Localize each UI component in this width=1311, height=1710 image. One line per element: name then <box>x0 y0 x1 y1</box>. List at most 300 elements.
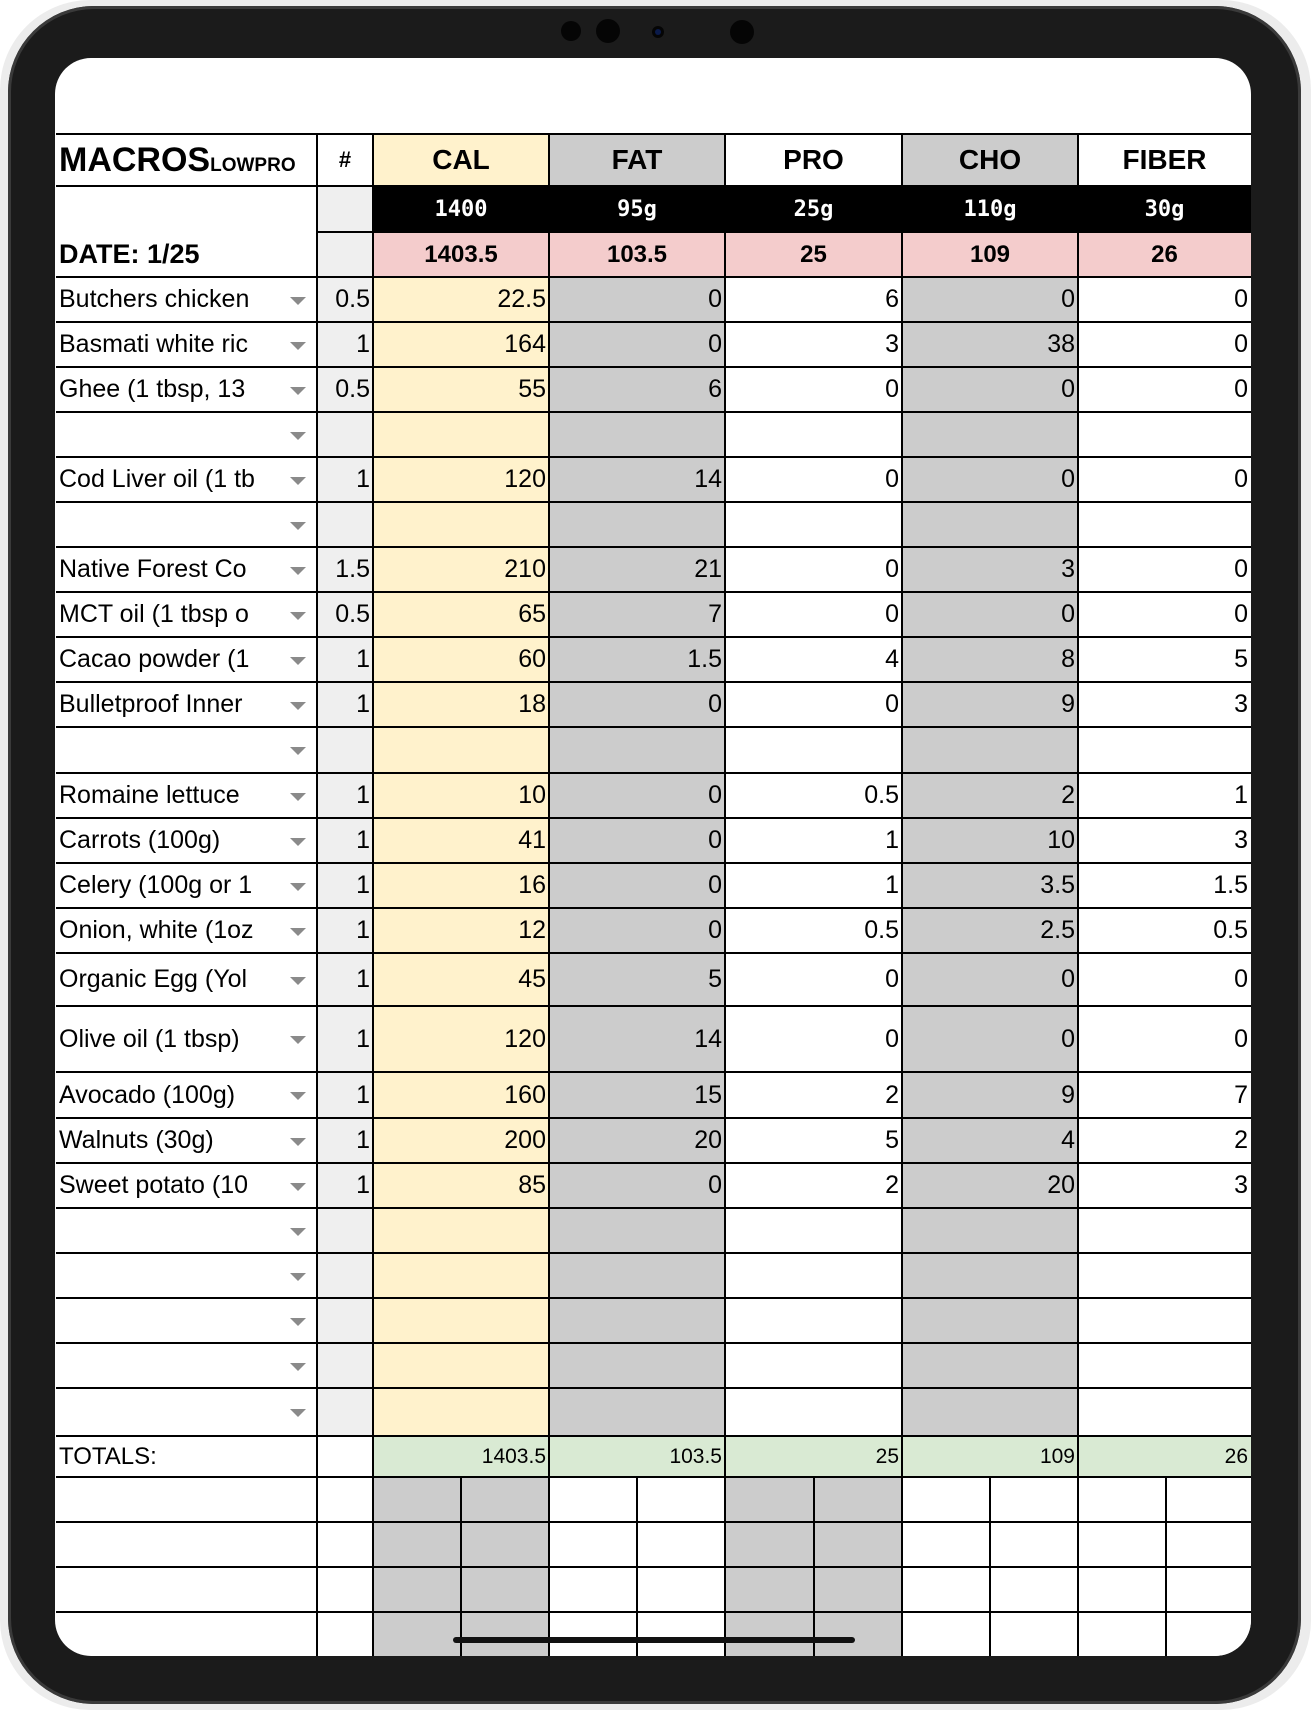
cho-cell[interactable]: 0 <box>902 592 1078 637</box>
blank-cell[interactable] <box>56 1477 317 1522</box>
cal-cell[interactable]: 60 <box>373 637 549 682</box>
cal-cell[interactable] <box>373 1298 549 1343</box>
home-indicator[interactable] <box>453 1637 855 1643</box>
food-select[interactable]: Celery (100g or 1 <box>59 871 253 899</box>
blank-cell[interactable] <box>637 1477 725 1522</box>
cal-cell[interactable]: 200 <box>373 1118 549 1163</box>
fiber-cell[interactable]: 0.5 <box>1078 908 1251 953</box>
food-select[interactable]: Onion, white (1oz <box>59 916 254 944</box>
pro-cell[interactable]: 4 <box>725 637 902 682</box>
qty-cell[interactable]: 1 <box>317 1118 373 1163</box>
blank-cell[interactable] <box>317 1477 373 1522</box>
fiber-cell[interactable]: 0 <box>1078 277 1251 322</box>
pro-cell[interactable] <box>725 1253 902 1298</box>
fat-header: FAT <box>549 134 725 186</box>
blank-cell[interactable] <box>637 1522 725 1567</box>
dropdown-arrow-icon[interactable] <box>290 928 306 936</box>
food-select[interactable] <box>56 1388 317 1436</box>
pro-cell[interactable]: 3 <box>725 322 902 367</box>
cho-cell[interactable]: 10 <box>902 818 1078 863</box>
sensor-icon <box>596 19 620 43</box>
fat-cell[interactable] <box>549 1388 725 1436</box>
fiber-cell[interactable]: 1 <box>1078 773 1251 818</box>
sensor-icon <box>561 21 581 41</box>
qty-cell[interactable] <box>317 1343 373 1388</box>
blank-cell[interactable] <box>1166 1522 1251 1567</box>
fat-total: 103.5 <box>549 1436 725 1477</box>
food-select[interactable] <box>56 1298 317 1343</box>
fiber-cell[interactable]: 3 <box>1078 818 1251 863</box>
fat-cell[interactable]: 0 <box>549 908 725 953</box>
cal-cell[interactable] <box>373 1343 549 1388</box>
blank-cell[interactable] <box>1078 1612 1166 1656</box>
food-select[interactable]: Native Forest Co <box>59 555 247 583</box>
qty-cell[interactable] <box>317 1253 373 1298</box>
cal-cell[interactable]: 12 <box>373 908 549 953</box>
fiber-cell[interactable]: 0 <box>1078 953 1251 1006</box>
blank-cell[interactable] <box>373 1567 461 1612</box>
fiber-cell[interactable]: 0 <box>1078 547 1251 592</box>
cho-cell[interactable]: 4 <box>902 1118 1078 1163</box>
grid-line <box>372 134 374 1656</box>
dropdown-arrow-icon[interactable] <box>290 702 306 710</box>
cal-cell[interactable] <box>373 1208 549 1253</box>
qty-cell[interactable]: 1 <box>317 637 373 682</box>
qty-cell[interactable]: 1 <box>317 773 373 818</box>
blank-cell[interactable] <box>902 1567 990 1612</box>
cal-cell[interactable]: 85 <box>373 1163 549 1208</box>
grid-line <box>56 321 1251 323</box>
grid-line <box>548 134 550 1656</box>
cho-cell[interactable]: 9 <box>902 682 1078 727</box>
grid-line <box>56 276 1251 278</box>
blank-cell[interactable] <box>1166 1477 1251 1522</box>
food-select[interactable]: Cacao powder (1 <box>59 645 250 673</box>
cal-cell[interactable]: 55 <box>373 367 549 412</box>
dropdown-arrow-icon[interactable] <box>290 883 306 891</box>
cho-cell[interactable] <box>902 412 1078 457</box>
food-select[interactable] <box>56 1253 317 1298</box>
food-select[interactable] <box>56 412 317 457</box>
pro-cell[interactable]: 2 <box>725 1072 902 1118</box>
grid-line <box>56 185 1251 187</box>
cho-cell[interactable]: 0 <box>902 277 1078 322</box>
fiber-current: 26 <box>1078 232 1251 277</box>
blank-cell[interactable] <box>549 1522 637 1567</box>
grid-line <box>1077 134 1079 1656</box>
grid-line <box>56 1005 1251 1007</box>
fat-cell[interactable]: 0 <box>549 277 725 322</box>
fiber-cell[interactable]: 0 <box>1078 592 1251 637</box>
cal-cell[interactable]: 210 <box>373 547 549 592</box>
fat-cell[interactable]: 15 <box>549 1072 725 1118</box>
cal-total: 1403.5 <box>373 1436 549 1477</box>
fiber-cell[interactable]: 3 <box>1078 682 1251 727</box>
food-select[interactable]: Organic Egg (Yol <box>59 965 248 993</box>
blank-cell[interactable] <box>373 1522 461 1567</box>
blank-cell[interactable] <box>373 1612 461 1656</box>
fiber-cell[interactable] <box>1078 1208 1251 1253</box>
fat-cell[interactable]: 6 <box>549 367 725 412</box>
blank-cell[interactable] <box>317 1612 373 1656</box>
fat-cell[interactable]: 0 <box>549 322 725 367</box>
pro-cell[interactable]: 1 <box>725 818 902 863</box>
qty-cell[interactable]: 1 <box>317 818 373 863</box>
camera-icon <box>652 26 664 38</box>
cho-cell[interactable]: 0 <box>902 1006 1078 1072</box>
pro-cell[interactable]: 0 <box>725 367 902 412</box>
fiber-cell[interactable] <box>1078 1298 1251 1343</box>
blank-cell[interactable] <box>317 1522 373 1567</box>
blank-cell[interactable] <box>725 1612 814 1656</box>
grid-line <box>56 817 1251 819</box>
grid-line <box>56 546 1251 548</box>
qty-cell[interactable]: 1 <box>317 682 373 727</box>
fat-cell[interactable]: 20 <box>549 1118 725 1163</box>
fat-target: 95g <box>549 186 725 232</box>
dropdown-arrow-icon[interactable] <box>290 747 306 755</box>
fiber-cell[interactable]: 0 <box>1078 367 1251 412</box>
dropdown-arrow-icon[interactable] <box>290 977 306 985</box>
cal-header: CAL <box>373 134 549 186</box>
pro-cell[interactable]: 0.5 <box>725 773 902 818</box>
dropdown-arrow-icon[interactable] <box>290 612 306 620</box>
blank-cell[interactable] <box>814 1522 902 1567</box>
cal-cell[interactable]: 65 <box>373 592 549 637</box>
cho-cell[interactable]: 38 <box>902 322 1078 367</box>
fiber-cell[interactable] <box>1078 502 1251 547</box>
food-select[interactable] <box>56 1208 317 1253</box>
grid-line <box>636 1477 638 1656</box>
grid-line <box>56 411 1251 413</box>
dropdown-arrow-icon[interactable] <box>290 432 306 440</box>
grid-line <box>56 1387 1251 1389</box>
cal-cell[interactable]: 22.5 <box>373 277 549 322</box>
grid-line <box>56 366 1251 368</box>
blank-cell[interactable] <box>317 1567 373 1612</box>
cho-cell[interactable]: 2.5 <box>902 908 1078 953</box>
qty-cell[interactable]: 1 <box>317 322 373 367</box>
qty-cell[interactable]: 1 <box>317 457 373 502</box>
qty-cell[interactable]: 1 <box>317 953 373 1006</box>
blank-cell[interactable] <box>549 1612 637 1656</box>
food-select[interactable]: Romaine lettuce <box>59 781 240 809</box>
dropdown-arrow-icon[interactable] <box>290 387 306 395</box>
blank-cell[interactable] <box>549 1567 637 1612</box>
food-select[interactable] <box>56 1343 317 1388</box>
dropdown-arrow-icon[interactable] <box>290 1228 306 1236</box>
pro-cell[interactable] <box>725 1343 902 1388</box>
fat-cell[interactable] <box>549 1343 725 1388</box>
fiber-cell[interactable]: 3 <box>1078 1163 1251 1208</box>
food-select[interactable]: Cod Liver oil (1 tb <box>59 465 255 493</box>
grid-line <box>813 1477 815 1656</box>
cho-current: 109 <box>902 232 1078 277</box>
qty-cell[interactable]: 1 <box>317 1163 373 1208</box>
blank-cell[interactable] <box>814 1477 902 1522</box>
dropdown-arrow-icon[interactable] <box>290 1183 306 1191</box>
fat-cell[interactable]: 0 <box>549 773 725 818</box>
pro-cell[interactable]: 0 <box>725 1006 902 1072</box>
qty-cell[interactable] <box>317 1298 373 1343</box>
pro-cell[interactable] <box>725 502 902 547</box>
dropdown-arrow-icon[interactable] <box>290 522 306 530</box>
cal-cell[interactable]: 160 <box>373 1072 549 1118</box>
cal-cell[interactable]: 18 <box>373 682 549 727</box>
food-select[interactable]: Carrots (100g) <box>59 826 221 854</box>
qty-cell[interactable]: 1 <box>317 1072 373 1118</box>
food-select[interactable]: MCT oil (1 tbsp o <box>59 600 249 628</box>
blank-cell[interactable] <box>902 1522 990 1567</box>
pro-cell[interactable]: 1 <box>725 863 902 908</box>
qty-cell[interactable] <box>317 1208 373 1253</box>
grid-line <box>56 1117 1251 1119</box>
pro-header: PRO <box>725 134 902 186</box>
blank-cell[interactable] <box>725 1522 814 1567</box>
blank-cell[interactable] <box>1078 1477 1166 1522</box>
fiber-cell[interactable] <box>1078 1388 1251 1436</box>
pro-cell[interactable] <box>725 1208 902 1253</box>
fat-current: 103.5 <box>549 232 725 277</box>
blank-cell[interactable] <box>814 1612 902 1656</box>
cho-cell[interactable]: 0 <box>902 457 1078 502</box>
qty-cell[interactable] <box>317 412 373 457</box>
grid-line <box>56 501 1251 503</box>
dropdown-arrow-icon[interactable] <box>290 657 306 665</box>
blank-cell[interactable] <box>814 1567 902 1612</box>
cho-cell[interactable] <box>902 1343 1078 1388</box>
fat-cell[interactable]: 14 <box>549 457 725 502</box>
fat-cell[interactable] <box>549 727 725 773</box>
fiber-total: 26 <box>1078 1436 1251 1477</box>
blank-cell[interactable] <box>902 1477 990 1522</box>
grid-line <box>56 133 1251 135</box>
grid-line <box>56 456 1251 458</box>
qty-cell[interactable] <box>317 1388 373 1436</box>
fat-cell[interactable]: 0 <box>549 818 725 863</box>
fiber-cell[interactable] <box>1078 727 1251 773</box>
pro-cell[interactable]: 5 <box>725 1118 902 1163</box>
blank-cell[interactable] <box>637 1612 725 1656</box>
qty-cell[interactable]: 0.5 <box>317 592 373 637</box>
cal-cell[interactable] <box>373 502 549 547</box>
fiber-cell[interactable] <box>1078 1253 1251 1298</box>
cho-cell[interactable]: 3 <box>902 547 1078 592</box>
fat-cell[interactable] <box>549 1253 725 1298</box>
blank-cell[interactable] <box>990 1522 1078 1567</box>
cho-cell[interactable] <box>902 502 1078 547</box>
fiber-cell[interactable]: 7 <box>1078 1072 1251 1118</box>
blank-cell[interactable] <box>56 1567 317 1612</box>
cho-cell[interactable] <box>902 1388 1078 1436</box>
food-select[interactable]: Walnuts (30g) <box>59 1126 214 1154</box>
date-label: DATE: 1/25 <box>59 239 200 269</box>
fat-cell[interactable]: 0 <box>549 682 725 727</box>
pro-cell[interactable]: 0.5 <box>725 908 902 953</box>
count-header: # <box>338 147 352 172</box>
cal-cell[interactable] <box>373 727 549 773</box>
dropdown-arrow-icon[interactable] <box>290 838 306 846</box>
pro-cell[interactable] <box>725 1388 902 1436</box>
blank-cell[interactable] <box>461 1567 549 1612</box>
blank-cell[interactable] <box>461 1522 549 1567</box>
fat-cell[interactable] <box>549 502 725 547</box>
grid-line <box>56 1297 1251 1299</box>
cal-cell[interactable] <box>373 412 549 457</box>
cal-cell[interactable]: 10 <box>373 773 549 818</box>
dropdown-arrow-icon[interactable] <box>290 477 306 485</box>
grid-line <box>56 1207 1251 1209</box>
dropdown-arrow-icon[interactable] <box>290 793 306 801</box>
cho-cell[interactable]: 0 <box>902 367 1078 412</box>
pro-cell[interactable] <box>725 1298 902 1343</box>
food-select[interactable]: Sweet potato (10 <box>59 1171 249 1199</box>
fat-cell[interactable] <box>549 412 725 457</box>
grid-line <box>56 1252 1251 1254</box>
blank-cell[interactable] <box>1166 1612 1251 1656</box>
qty-cell[interactable]: 1 <box>317 863 373 908</box>
pro-cell[interactable]: 0 <box>725 682 902 727</box>
food-select[interactable]: Butchers chicken <box>59 285 250 313</box>
cho-cell[interactable] <box>902 1298 1078 1343</box>
pro-cell[interactable]: 0 <box>725 547 902 592</box>
fiber-cell[interactable]: 2 <box>1078 1118 1251 1163</box>
dropdown-arrow-icon[interactable] <box>290 1092 306 1100</box>
qty-cell[interactable]: 1.5 <box>317 547 373 592</box>
sheet-title-suffix: LOWPRO <box>210 155 296 176</box>
grid-line <box>56 591 1251 593</box>
fat-cell[interactable]: 14 <box>549 1006 725 1072</box>
blank-cell[interactable] <box>990 1477 1078 1522</box>
fat-cell[interactable]: 21 <box>549 547 725 592</box>
pro-cell[interactable]: 2 <box>725 1163 902 1208</box>
food-select[interactable]: Avocado (100g) <box>59 1080 236 1109</box>
cal-cell[interactable]: 120 <box>373 1006 549 1072</box>
cho-cell[interactable]: 2 <box>902 773 1078 818</box>
grid-line <box>56 1566 1251 1568</box>
fiber-cell[interactable]: 1.5 <box>1078 863 1251 908</box>
blank-cell[interactable] <box>56 1522 317 1567</box>
dropdown-arrow-icon[interactable] <box>290 342 306 350</box>
grid-line <box>56 726 1251 728</box>
grid-line <box>56 952 1251 954</box>
grid-line <box>724 134 726 1656</box>
fat-cell[interactable]: 7 <box>549 592 725 637</box>
qty-cell[interactable]: 1 <box>317 1006 373 1072</box>
pro-total: 25 <box>725 1436 902 1477</box>
cho-cell[interactable] <box>902 1208 1078 1253</box>
blank-cell[interactable] <box>725 1477 814 1522</box>
pro-cell[interactable]: 0 <box>725 457 902 502</box>
dropdown-arrow-icon[interactable] <box>290 567 306 575</box>
blank-cell[interactable] <box>1078 1522 1166 1567</box>
food-select[interactable] <box>56 502 317 547</box>
fiber-cell[interactable] <box>1078 412 1251 457</box>
fat-cell[interactable]: 5 <box>549 953 725 1006</box>
cal-cell[interactable]: 41 <box>373 818 549 863</box>
grid-line <box>56 772 1251 774</box>
pro-cell[interactable]: 6 <box>725 277 902 322</box>
blank-cell[interactable] <box>461 1612 549 1656</box>
blank-cell[interactable] <box>1166 1567 1251 1612</box>
cal-current: 1403.5 <box>373 232 549 277</box>
fat-cell[interactable] <box>549 1298 725 1343</box>
fat-cell[interactable]: 1.5 <box>549 637 725 682</box>
fiber-cell[interactable]: 0 <box>1078 322 1251 367</box>
cal-cell[interactable]: 120 <box>373 457 549 502</box>
fiber-cell[interactable]: 5 <box>1078 637 1251 682</box>
cal-cell[interactable]: 45 <box>373 953 549 1006</box>
pro-cell[interactable]: 0 <box>725 592 902 637</box>
pro-current: 25 <box>725 232 902 277</box>
dropdown-arrow-icon[interactable] <box>290 1318 306 1326</box>
qty-cell[interactable] <box>317 502 373 547</box>
fat-cell[interactable]: 0 <box>549 1163 725 1208</box>
blank-cell[interactable] <box>373 1477 461 1522</box>
fiber-cell[interactable]: 0 <box>1078 1006 1251 1072</box>
qty-cell[interactable]: 0.5 <box>317 277 373 322</box>
food-select[interactable]: Olive oil (1 tbsp) <box>59 1024 240 1053</box>
blank-cell[interactable] <box>56 1612 317 1656</box>
cal-cell[interactable]: 164 <box>373 322 549 367</box>
cho-cell[interactable]: 9 <box>902 1072 1078 1118</box>
grid-line <box>56 1476 1251 1478</box>
blank-cell[interactable] <box>461 1477 549 1522</box>
food-select[interactable] <box>56 727 317 773</box>
fat-cell[interactable]: 0 <box>549 863 725 908</box>
dropdown-arrow-icon[interactable] <box>290 1036 306 1044</box>
pro-cell[interactable] <box>725 412 902 457</box>
pro-cell[interactable]: 0 <box>725 953 902 1006</box>
cho-cell[interactable]: 20 <box>902 1163 1078 1208</box>
grid-line <box>56 636 1251 638</box>
blank-cell[interactable] <box>549 1477 637 1522</box>
food-select[interactable]: Basmati white ric <box>59 330 248 358</box>
cho-cell[interactable]: 8 <box>902 637 1078 682</box>
qty-cell[interactable] <box>317 727 373 773</box>
qty-cell[interactable]: 1 <box>317 908 373 953</box>
cho-cell[interactable] <box>902 727 1078 773</box>
dropdown-arrow-icon[interactable] <box>290 297 306 305</box>
dropdown-arrow-icon[interactable] <box>290 1409 306 1417</box>
sheet-title-main: MACROS <box>59 141 211 179</box>
blank-cell[interactable] <box>990 1567 1078 1612</box>
dropdown-arrow-icon[interactable] <box>290 1363 306 1371</box>
fiber-cell[interactable]: 0 <box>1078 457 1251 502</box>
cal-cell[interactable] <box>373 1388 549 1436</box>
blank-cell[interactable] <box>990 1612 1078 1656</box>
cho-cell[interactable]: 0 <box>902 953 1078 1006</box>
spreadsheet-screen <box>55 58 1251 1656</box>
pro-target: 25g <box>725 186 902 232</box>
pro-cell[interactable] <box>725 727 902 773</box>
fat-cell[interactable] <box>549 1208 725 1253</box>
qty-cell[interactable]: 0.5 <box>317 367 373 412</box>
food-select[interactable]: Ghee (1 tbsp, 13 <box>59 375 246 403</box>
blank-cell[interactable] <box>902 1612 990 1656</box>
cho-cell[interactable]: 3.5 <box>902 863 1078 908</box>
cho-cell[interactable] <box>902 1253 1078 1298</box>
cal-cell[interactable]: 16 <box>373 863 549 908</box>
dropdown-arrow-icon[interactable] <box>290 1273 306 1281</box>
blank-cell[interactable] <box>725 1567 814 1612</box>
fiber-cell[interactable] <box>1078 1343 1251 1388</box>
blank-cell[interactable] <box>637 1567 725 1612</box>
food-select[interactable]: Bulletproof Inner <box>59 690 243 718</box>
dropdown-arrow-icon[interactable] <box>290 1138 306 1146</box>
blank-cell[interactable] <box>1078 1567 1166 1612</box>
cal-cell[interactable] <box>373 1253 549 1298</box>
